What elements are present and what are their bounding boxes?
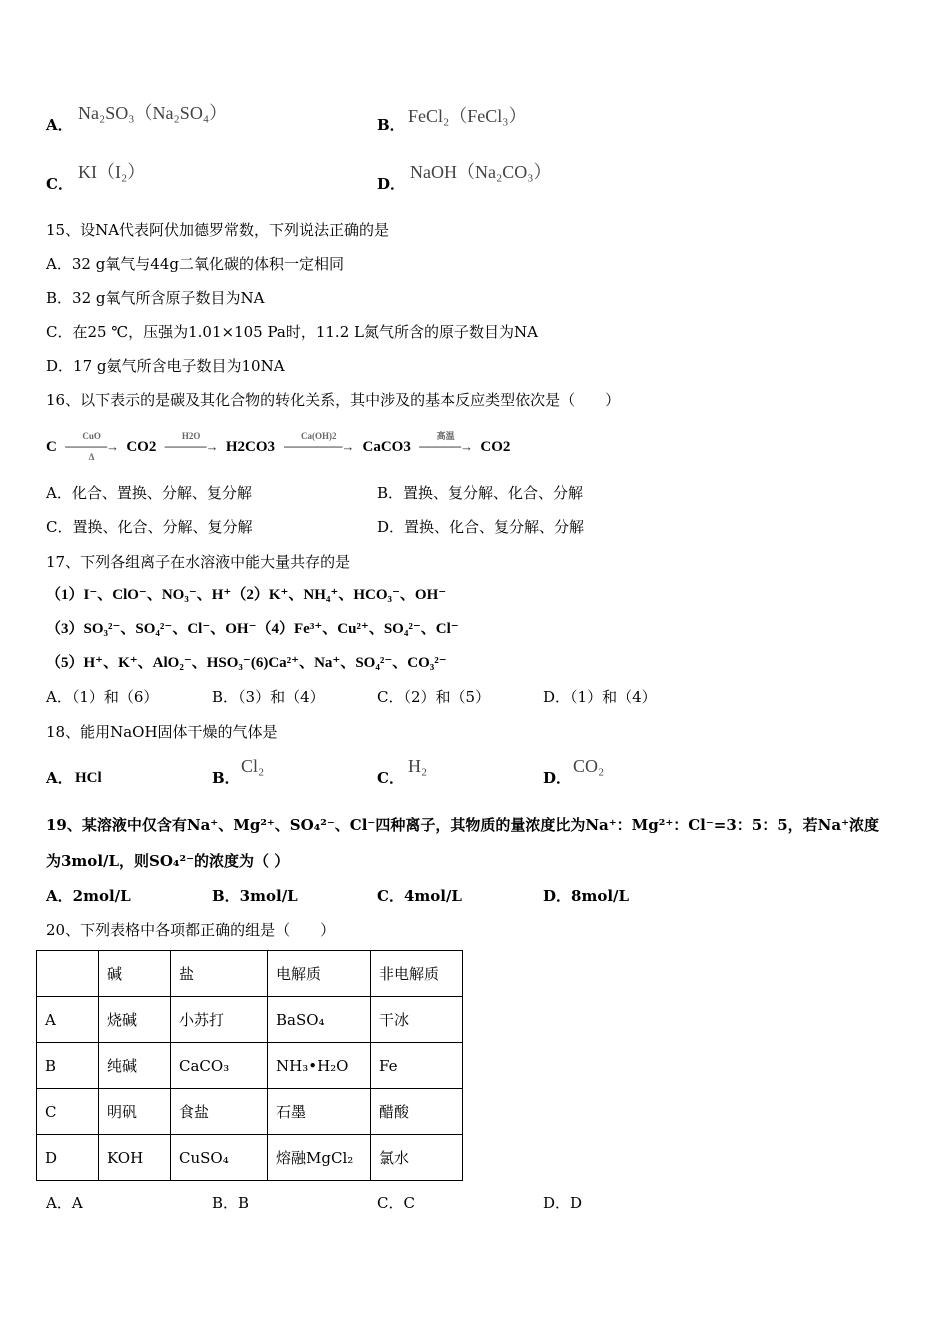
q16-arrow-2 <box>162 431 220 459</box>
table-cell: Fe <box>371 1043 463 1089</box>
q16-arrow-1-bottom: Δ <box>88 452 95 462</box>
q15-option-a: A．32 g氧气与44g二氧化碳的体积一定相同 <box>46 255 344 273</box>
table-row <box>37 1043 463 1089</box>
table-header-cell: 非电解质 <box>371 951 463 997</box>
q20-option-d: D．D <box>543 1194 583 1212</box>
q15-stem: 15、设NA代表阿伏加德罗常数，下列说法正确的是 <box>46 221 390 239</box>
q14-option-b-letter: B． <box>377 116 405 134</box>
q17-option-c: C．（2）和（5） <box>377 688 491 706</box>
table-cell: KOH <box>99 1135 171 1181</box>
table-cell: 纯碱 <box>99 1043 171 1089</box>
table-cell: 干冰 <box>371 997 463 1043</box>
q20-stem: 20、下列表格中各项都正确的组是（ ） <box>46 921 336 939</box>
q16-option-c: C．置换、化合、分解、复分解 <box>46 518 253 536</box>
table-row <box>37 997 463 1043</box>
q16-arrow-1-top: CuO <box>82 431 101 441</box>
table-cell: 醋酸 <box>371 1089 463 1135</box>
q18-option-b-letter: B． <box>212 769 240 787</box>
q14-option-c-formula: KI（I₂） <box>78 162 146 182</box>
q19-option-c: C．4mol/L <box>377 887 462 905</box>
q17-option-d: D．（1）和（4） <box>543 688 657 706</box>
arrow-right-icon: ─────→ <box>419 439 473 454</box>
q16-chain-co2-final: CO2 <box>480 439 511 455</box>
q14-option-a-letter: A． <box>46 116 73 134</box>
q17-option-a: A．（1）和（6） <box>46 688 159 706</box>
table-cell: CaCO₃ <box>171 1043 268 1089</box>
q14-option-a-formula: Na₂SO₃（Na₂SO₄） <box>78 103 228 123</box>
q17-stem: 17、下列各组离子在水溶液中能大量共存的是 <box>46 553 351 571</box>
table-cell: 小苏打 <box>171 997 268 1043</box>
q19-stem-line-2: 为3mol/L，则SO₄²⁻的浓度为（ ） <box>46 852 290 870</box>
q16-arrow-4 <box>417 431 475 459</box>
q19-option-d: D．8mol/L <box>543 887 630 905</box>
q16-option-a: A．化合、置换、分解、复分解 <box>46 484 252 502</box>
table-cell: C <box>37 1089 99 1135</box>
q18-option-c-letter: C． <box>377 769 404 787</box>
q19-option-a: A．2mol/L <box>46 887 131 905</box>
q17-option-b: B．（3）和（4） <box>212 688 325 706</box>
q16-reaction-chain <box>46 431 511 462</box>
table-header-cell <box>37 951 99 997</box>
table-cell: 明矾 <box>99 1089 171 1135</box>
q14-option-d-letter: D． <box>377 175 406 193</box>
q14-option-c-letter: C． <box>46 175 73 193</box>
arrow-right-icon: ─────→ <box>164 439 218 454</box>
q18-option-b-text: Cl₂ <box>241 756 265 776</box>
q16-chain-co2: CO2 <box>126 439 157 455</box>
q18-option-a-text: HCl <box>75 770 102 786</box>
table-header-cell: 碱 <box>99 951 171 997</box>
table-cell: 氯水 <box>371 1135 463 1181</box>
table-header-cell: 电解质 <box>268 951 371 997</box>
q16-arrow-3-top: Ca(OH)2 <box>301 431 337 441</box>
table-header-row <box>37 951 463 997</box>
q16-chain-c: C <box>46 439 57 455</box>
q16-chain-caco3: CaCO3 <box>362 439 411 455</box>
q16-stem: 16、以下表示的是碳及其化合物的转化关系，其中涉及的基本反应类型依次是（ ） <box>46 391 621 409</box>
q17-group-line-1: （1）I⁻、ClO⁻、NO₃⁻、H⁺（2）K⁺、NH₄⁺、HCO₃⁻、OH⁻ <box>46 587 447 603</box>
q14-option-b-formula: FeCl₂（FeCl₃） <box>408 106 527 126</box>
table-cell: 石墨 <box>268 1089 371 1135</box>
q20-option-c: C．C <box>377 1194 415 1212</box>
q16-option-b: B．置换、复分解、化合、分解 <box>377 484 584 502</box>
q16-arrow-1 <box>63 431 121 462</box>
table-cell: 烧碱 <box>99 997 171 1043</box>
q18-stem: 18、能用NaOH固体干燥的气体是 <box>46 723 278 741</box>
q17-group-line-2: （3）SO₃²⁻、SO₄²⁻、Cl⁻、OH⁻（4）Fe³⁺、Cu²⁺、SO₄²⁻、Cl⁻ <box>46 621 459 637</box>
table-row <box>37 1135 463 1181</box>
table-cell: NH₃•H₂O <box>268 1043 371 1089</box>
table-cell: 熔融MgCl₂ <box>268 1135 371 1181</box>
arrow-right-icon: ─────→ <box>65 439 119 454</box>
q16-arrow-4-top: 高温 <box>436 431 455 441</box>
q16-chain-h2co3: H2CO3 <box>225 439 276 455</box>
q18-option-d-text: CO₂ <box>573 756 605 776</box>
q18-option-c-text: H₂ <box>408 756 428 776</box>
table-header-cell: 盐 <box>171 951 268 997</box>
table-cell: D <box>37 1135 99 1181</box>
q16-arrow-3 <box>281 431 357 459</box>
q20-table <box>36 950 463 1181</box>
q15-option-c: C．在25 ℃，压强为1.01×105 Pa时，11.2 L氮气所含的原子数目为NA <box>46 323 538 341</box>
q19-option-b: B．3mol/L <box>212 887 298 905</box>
table-cell: B <box>37 1043 99 1089</box>
table-cell: 食盐 <box>171 1089 268 1135</box>
q14-option-d-formula: NaOH（Na₂CO₃） <box>410 162 552 182</box>
q19-stem-line-1: 19、某溶液中仅含有Na⁺、Mg²⁺、SO₄²⁻、Cl⁻四种离子，其物质的量浓度比为Na⁺：Mg²⁺：Cl⁻=3：5：5，若Na⁺浓度 <box>46 816 880 834</box>
table-cell: BaSO₄ <box>268 997 371 1043</box>
q16-option-d: D．置换、化合、复分解、分解 <box>377 518 585 536</box>
q20-option-b: B．B <box>212 1194 250 1212</box>
q20-option-a: A．A <box>46 1194 83 1212</box>
table-cell: CuSO₄ <box>171 1135 268 1181</box>
arrow-right-icon: ───────→ <box>284 439 354 454</box>
table-row <box>37 1089 463 1135</box>
table-cell: A <box>37 997 99 1043</box>
q15-option-d: D．17 g氨气所含电子数目为10NA <box>46 357 285 375</box>
q18-option-a-letter: A． <box>46 769 73 787</box>
q18-option-d-letter: D． <box>543 769 572 787</box>
q17-group-line-3: （5）H⁺、K⁺、AlO₂⁻、HSO₃⁻(6)Ca²⁺、Na⁺、SO₄²⁻、CO₃²⁻ <box>46 655 447 671</box>
q15-option-b: B．32 g氧气所含原子数目为NA <box>46 289 265 307</box>
q16-arrow-2-top: H2O <box>181 431 201 441</box>
